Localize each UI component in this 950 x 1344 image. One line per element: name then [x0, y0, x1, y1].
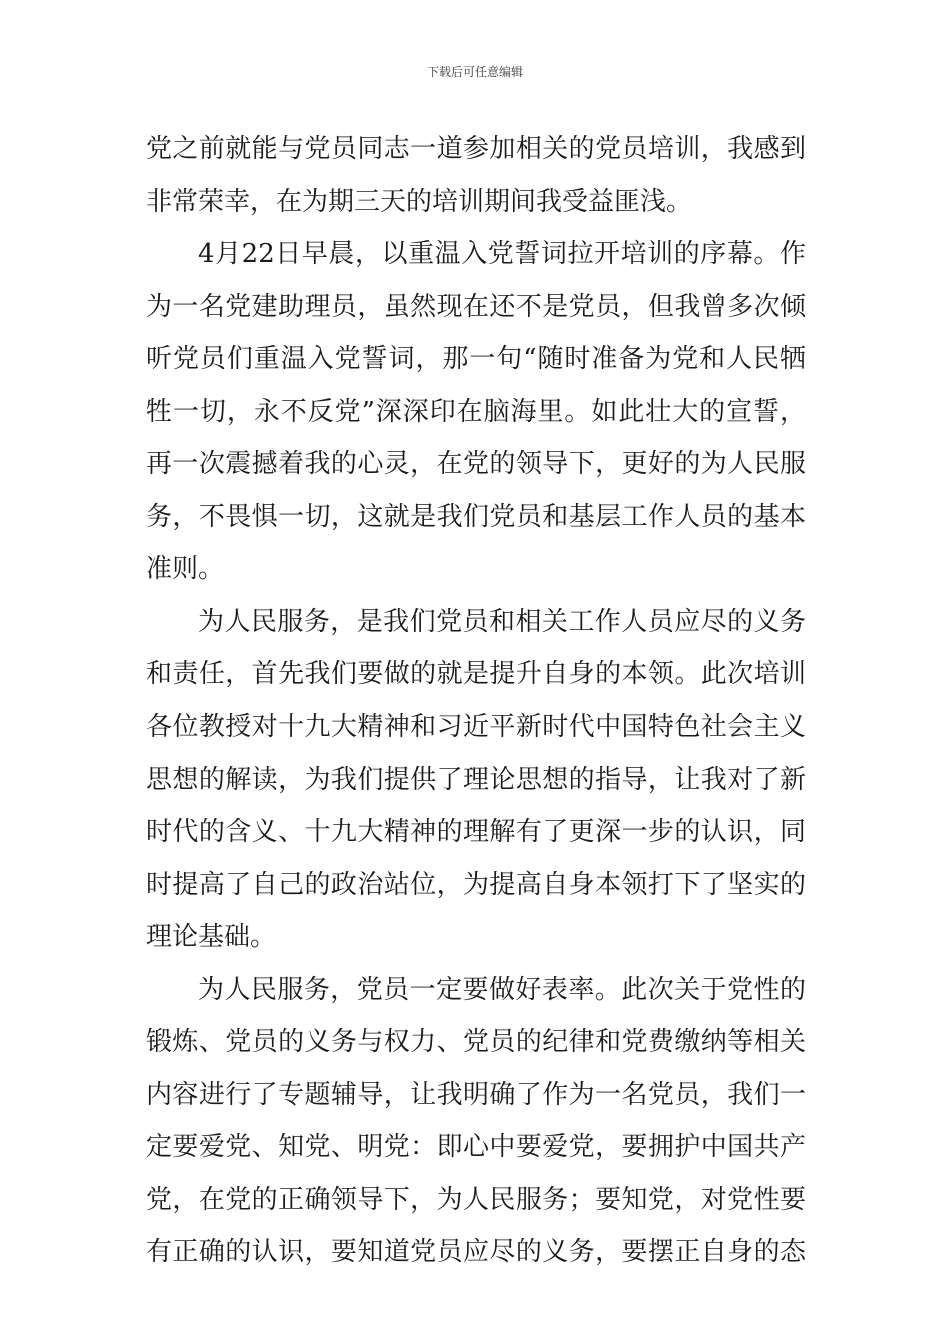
text-line: 内容进行了专题辅导，让我明确了作为一名党员，我们一 [146, 1079, 806, 1110]
text-line: 党之前就能与党员同志一道参加相关的党员培训，我感到 [146, 134, 806, 164]
text-line: 务，不畏惧一切，这就是我们党员和基层工作人员的基本 [146, 501, 806, 532]
text-line: 再一次震撼着我的心灵，在党的领导下，更好的为人民服 [146, 449, 806, 480]
text-line: 时代的含义、十九大精神的理解有了更深一步的认识，同 [146, 817, 806, 848]
text-line: 有正确的认识，要知道党员应尽的义务，要摆正自身的态 [146, 1237, 806, 1268]
text-line: 时提高了自己的政治站位，为提高自身本领打下了坚实的 [146, 869, 806, 900]
text-line: 准则。 [146, 554, 225, 585]
text-line: 思想的解读，为我们提供了理论思想的指导，让我对了新 [146, 764, 806, 795]
text-line: 和责任，首先我们要做的就是提升自身的本领。此次培训 [146, 659, 806, 690]
text-line: 听党员们重温入党誓词，那一句“随时准备为党和人民牺 [146, 344, 806, 375]
text-line: 牲一切，永不反党”深深印在脑海里。如此壮大的宣誓， [146, 396, 806, 427]
text-line: 党，在党的正确领导下，为人民服务；要知党，对党性要 [146, 1184, 806, 1215]
text-line: 锻炼、党员的义务与权力、党员的纪律和党费缴纳等相关 [146, 1027, 806, 1058]
text-line: 各位教授对十九大精神和习近平新时代中国特色社会主义 [146, 712, 806, 743]
text-line: 理论基础。 [146, 922, 277, 953]
text-line: 为人民服务，是我们党员和相关工作人员应尽的义务 [198, 606, 806, 637]
page-header: 下载后可任意编辑 [426, 65, 523, 79]
text-line: 为人民服务，党员一定要做好表率。此次关于党性的 [198, 974, 806, 1005]
text-line: 为一名党建助理员，虽然现在还不是党员，但我曾多次倾 [146, 291, 806, 322]
text-line: 4月22日早晨，以重温入党誓词拉开培训的序幕。作 [198, 239, 806, 270]
text-line: 非常荣幸，在为期三天的培训期间我受益匪浅。 [146, 186, 693, 217]
document-body [146, 123, 806, 1279]
text-line: 定要爱党、知党、明党：即心中要爱党，要拥护中国共产 [146, 1132, 806, 1163]
